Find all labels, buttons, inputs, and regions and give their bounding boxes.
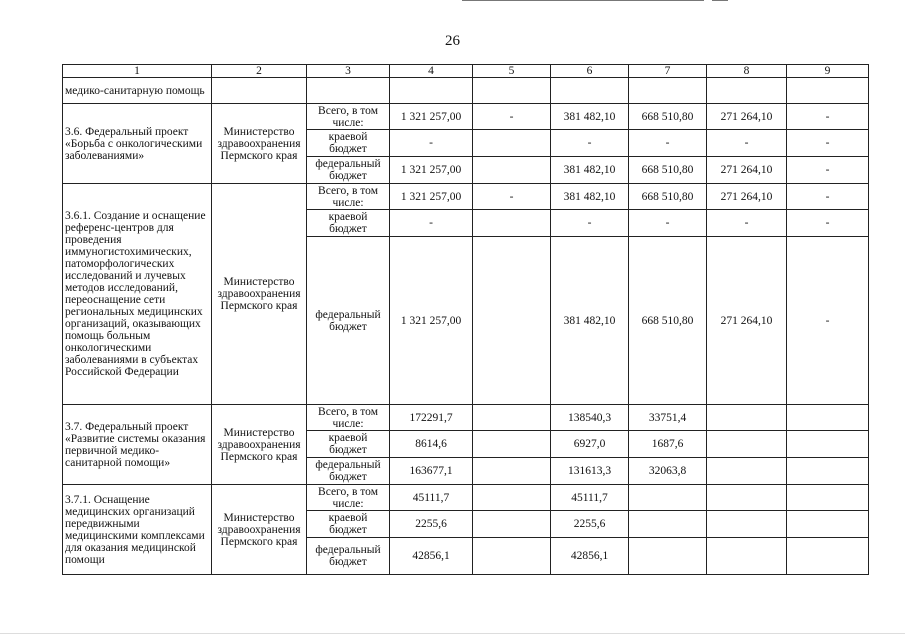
amount-cell-c4: 1 321 257,00: [390, 237, 473, 405]
amount-cell-c6: 45111,7: [551, 485, 629, 511]
funding-source: краевой бюджет: [307, 431, 390, 458]
column-header: 2: [212, 65, 307, 78]
measure-name: 3.6. Федеральный проект «Борьба с онкологическими заболеваниями»: [63, 104, 212, 184]
amount-cell-c4: 1 321 257,00: [390, 184, 473, 210]
funding-source: федеральный бюджет: [307, 237, 390, 405]
page-edge: [0, 633, 905, 634]
amount-cell-c6: 381 482,10: [551, 237, 629, 405]
amount-cell-c6: 381 482,10: [551, 104, 629, 130]
amount-cell-c6: 381 482,10: [551, 157, 629, 184]
funding-source: краевой бюджет: [307, 210, 390, 237]
top-border-line-2: [712, 0, 728, 1]
funding-source: Всего, в том числе:: [307, 104, 390, 130]
funding-source: Всего, в том числе:: [307, 184, 390, 210]
amount-cell-c8: 271 264,10: [707, 184, 787, 210]
amount-cell-c8: [707, 485, 787, 511]
amount-cell-c4: 45111,7: [390, 485, 473, 511]
executor: Министерство здравоохранения Пермского края: [212, 104, 307, 184]
amount-cell-c7: [629, 511, 707, 538]
measure-name: 3.7. Федеральный проект «Развитие системы оказания первичной медико-санитарной помощи»: [63, 405, 212, 485]
amount-cell-c4: 1 321 257,00: [390, 157, 473, 184]
amount-cell-c6: 131613,3: [551, 458, 629, 485]
amount-cell-c9: [787, 431, 869, 458]
amount-cell-c7: 33751,4: [629, 405, 707, 431]
amount-cell-c9: -: [787, 157, 869, 184]
amount-cell-c9: -: [787, 210, 869, 237]
funding-source: федеральный бюджет: [307, 538, 390, 575]
executor: Министерство здравоохранения Пермского края: [212, 405, 307, 485]
funding-source: Всего, в том числе:: [307, 405, 390, 431]
amount-cell-c4: -: [390, 130, 473, 157]
amount-cell-c5: [473, 431, 551, 458]
amount-cell-c7: 668 510,80: [629, 104, 707, 130]
column-header: 1: [63, 65, 212, 78]
amount-cell-c5: [473, 237, 551, 405]
amount-cell-c5: [473, 157, 551, 184]
measure-name: 3.6.1. Создание и оснащение референс-центров для проведения иммуногистохимических, патоморфологических исследований и лучевых методов исследований, переоснащение сети региональных медицинских организаций, оказывающих помощь больным онкологическими заболеваниями в субъектах Российской Федерации: [63, 184, 212, 405]
amount-cell-c8: -: [707, 210, 787, 237]
column-header: 8: [707, 65, 787, 78]
funding-source: краевой бюджет: [307, 130, 390, 157]
executor: Министерство здравоохранения Пермского края: [212, 485, 307, 575]
amount-cell-c5: -: [473, 184, 551, 210]
amount-cell-c7: 668 510,80: [629, 157, 707, 184]
amount-cell-c8: 271 264,10: [707, 104, 787, 130]
table-row: [63, 405, 869, 431]
executor: Министерство здравоохранения Пермского края: [212, 184, 307, 405]
amount-cell-c8: [707, 405, 787, 431]
amount-cell-c9: [787, 458, 869, 485]
amount-cell-c8: 271 264,10: [707, 157, 787, 184]
amount-cell-c7: -: [629, 210, 707, 237]
column-header: 4: [390, 65, 473, 78]
amount-cell-c7: 32063,8: [629, 458, 707, 485]
amount-cell-c5: [473, 210, 551, 237]
amount-cell-c4: 2255,6: [390, 511, 473, 538]
amount-cell-c4: 8614,6: [390, 431, 473, 458]
amount-cell-c9: [787, 538, 869, 575]
funding-source: Всего, в том числе:: [307, 485, 390, 511]
amount-cell-c4: -: [390, 210, 473, 237]
amount-cell-c6: 138540,3: [551, 405, 629, 431]
column-header: 3: [307, 65, 390, 78]
amount-cell-c7: 668 510,80: [629, 237, 707, 405]
amount-cell-c5: [473, 458, 551, 485]
amount-cell-c5: [473, 538, 551, 575]
column-header: 7: [629, 65, 707, 78]
funding-source: краевой бюджет: [307, 511, 390, 538]
top-border-line: [462, 0, 704, 1]
measure-name: медико-санитарную помощь: [63, 78, 212, 104]
amount-cell-c6: -: [551, 130, 629, 157]
amount-cell-c9: -: [787, 130, 869, 157]
amount-cell-c8: -: [707, 130, 787, 157]
amount-cell-c6: 2255,6: [551, 511, 629, 538]
amount-cell-c6: 42856,1: [551, 538, 629, 575]
table-row: [63, 184, 869, 210]
amount-cell-c7: 668 510,80: [629, 184, 707, 210]
amount-cell-c8: [707, 511, 787, 538]
amount-cell-c5: -: [473, 104, 551, 130]
continuation-row: [63, 78, 869, 104]
amount-cell-c6: -: [551, 210, 629, 237]
column-header: 6: [551, 65, 629, 78]
amount-cell-c5: [473, 405, 551, 431]
amount-cell-c9: -: [787, 104, 869, 130]
amount-cell-c8: [707, 431, 787, 458]
amount-cell-c4: 163677,1: [390, 458, 473, 485]
amount-cell-c7: [629, 485, 707, 511]
amount-cell-c7: [629, 538, 707, 575]
amount-cell-c9: -: [787, 237, 869, 405]
amount-cell-c9: [787, 405, 869, 431]
column-header: 5: [473, 65, 551, 78]
amount-cell-c7: -: [629, 130, 707, 157]
column-header: 9: [787, 65, 869, 78]
amount-cell-c6: 6927,0: [551, 431, 629, 458]
page-number: 26: [445, 33, 460, 49]
amount-cell-c8: [707, 458, 787, 485]
amount-cell-c9: [787, 511, 869, 538]
funding-source: федеральный бюджет: [307, 458, 390, 485]
amount-cell-c5: [473, 511, 551, 538]
amount-cell-c4: 42856,1: [390, 538, 473, 575]
measure-name: 3.7.1. Оснащение медицинских организаций передвижными медицинскими комплексами для оказания медицинской помощи: [63, 485, 212, 575]
amount-cell-c8: [707, 538, 787, 575]
table-row: [63, 104, 869, 130]
column-number-row: [63, 65, 869, 78]
amount-cell-c9: -: [787, 184, 869, 210]
amount-cell-c5: [473, 130, 551, 157]
amount-cell-c6: 381 482,10: [551, 184, 629, 210]
amount-cell-c8: 271 264,10: [707, 237, 787, 405]
amount-cell-c7: 1687,6: [629, 431, 707, 458]
amount-cell-c5: [473, 485, 551, 511]
amount-cell-c4: 1 321 257,00: [390, 104, 473, 130]
funding-source: федеральный бюджет: [307, 157, 390, 184]
budget-table: [62, 64, 869, 575]
table-row: [63, 485, 869, 511]
amount-cell-c4: 172291,7: [390, 405, 473, 431]
amount-cell-c9: [787, 485, 869, 511]
